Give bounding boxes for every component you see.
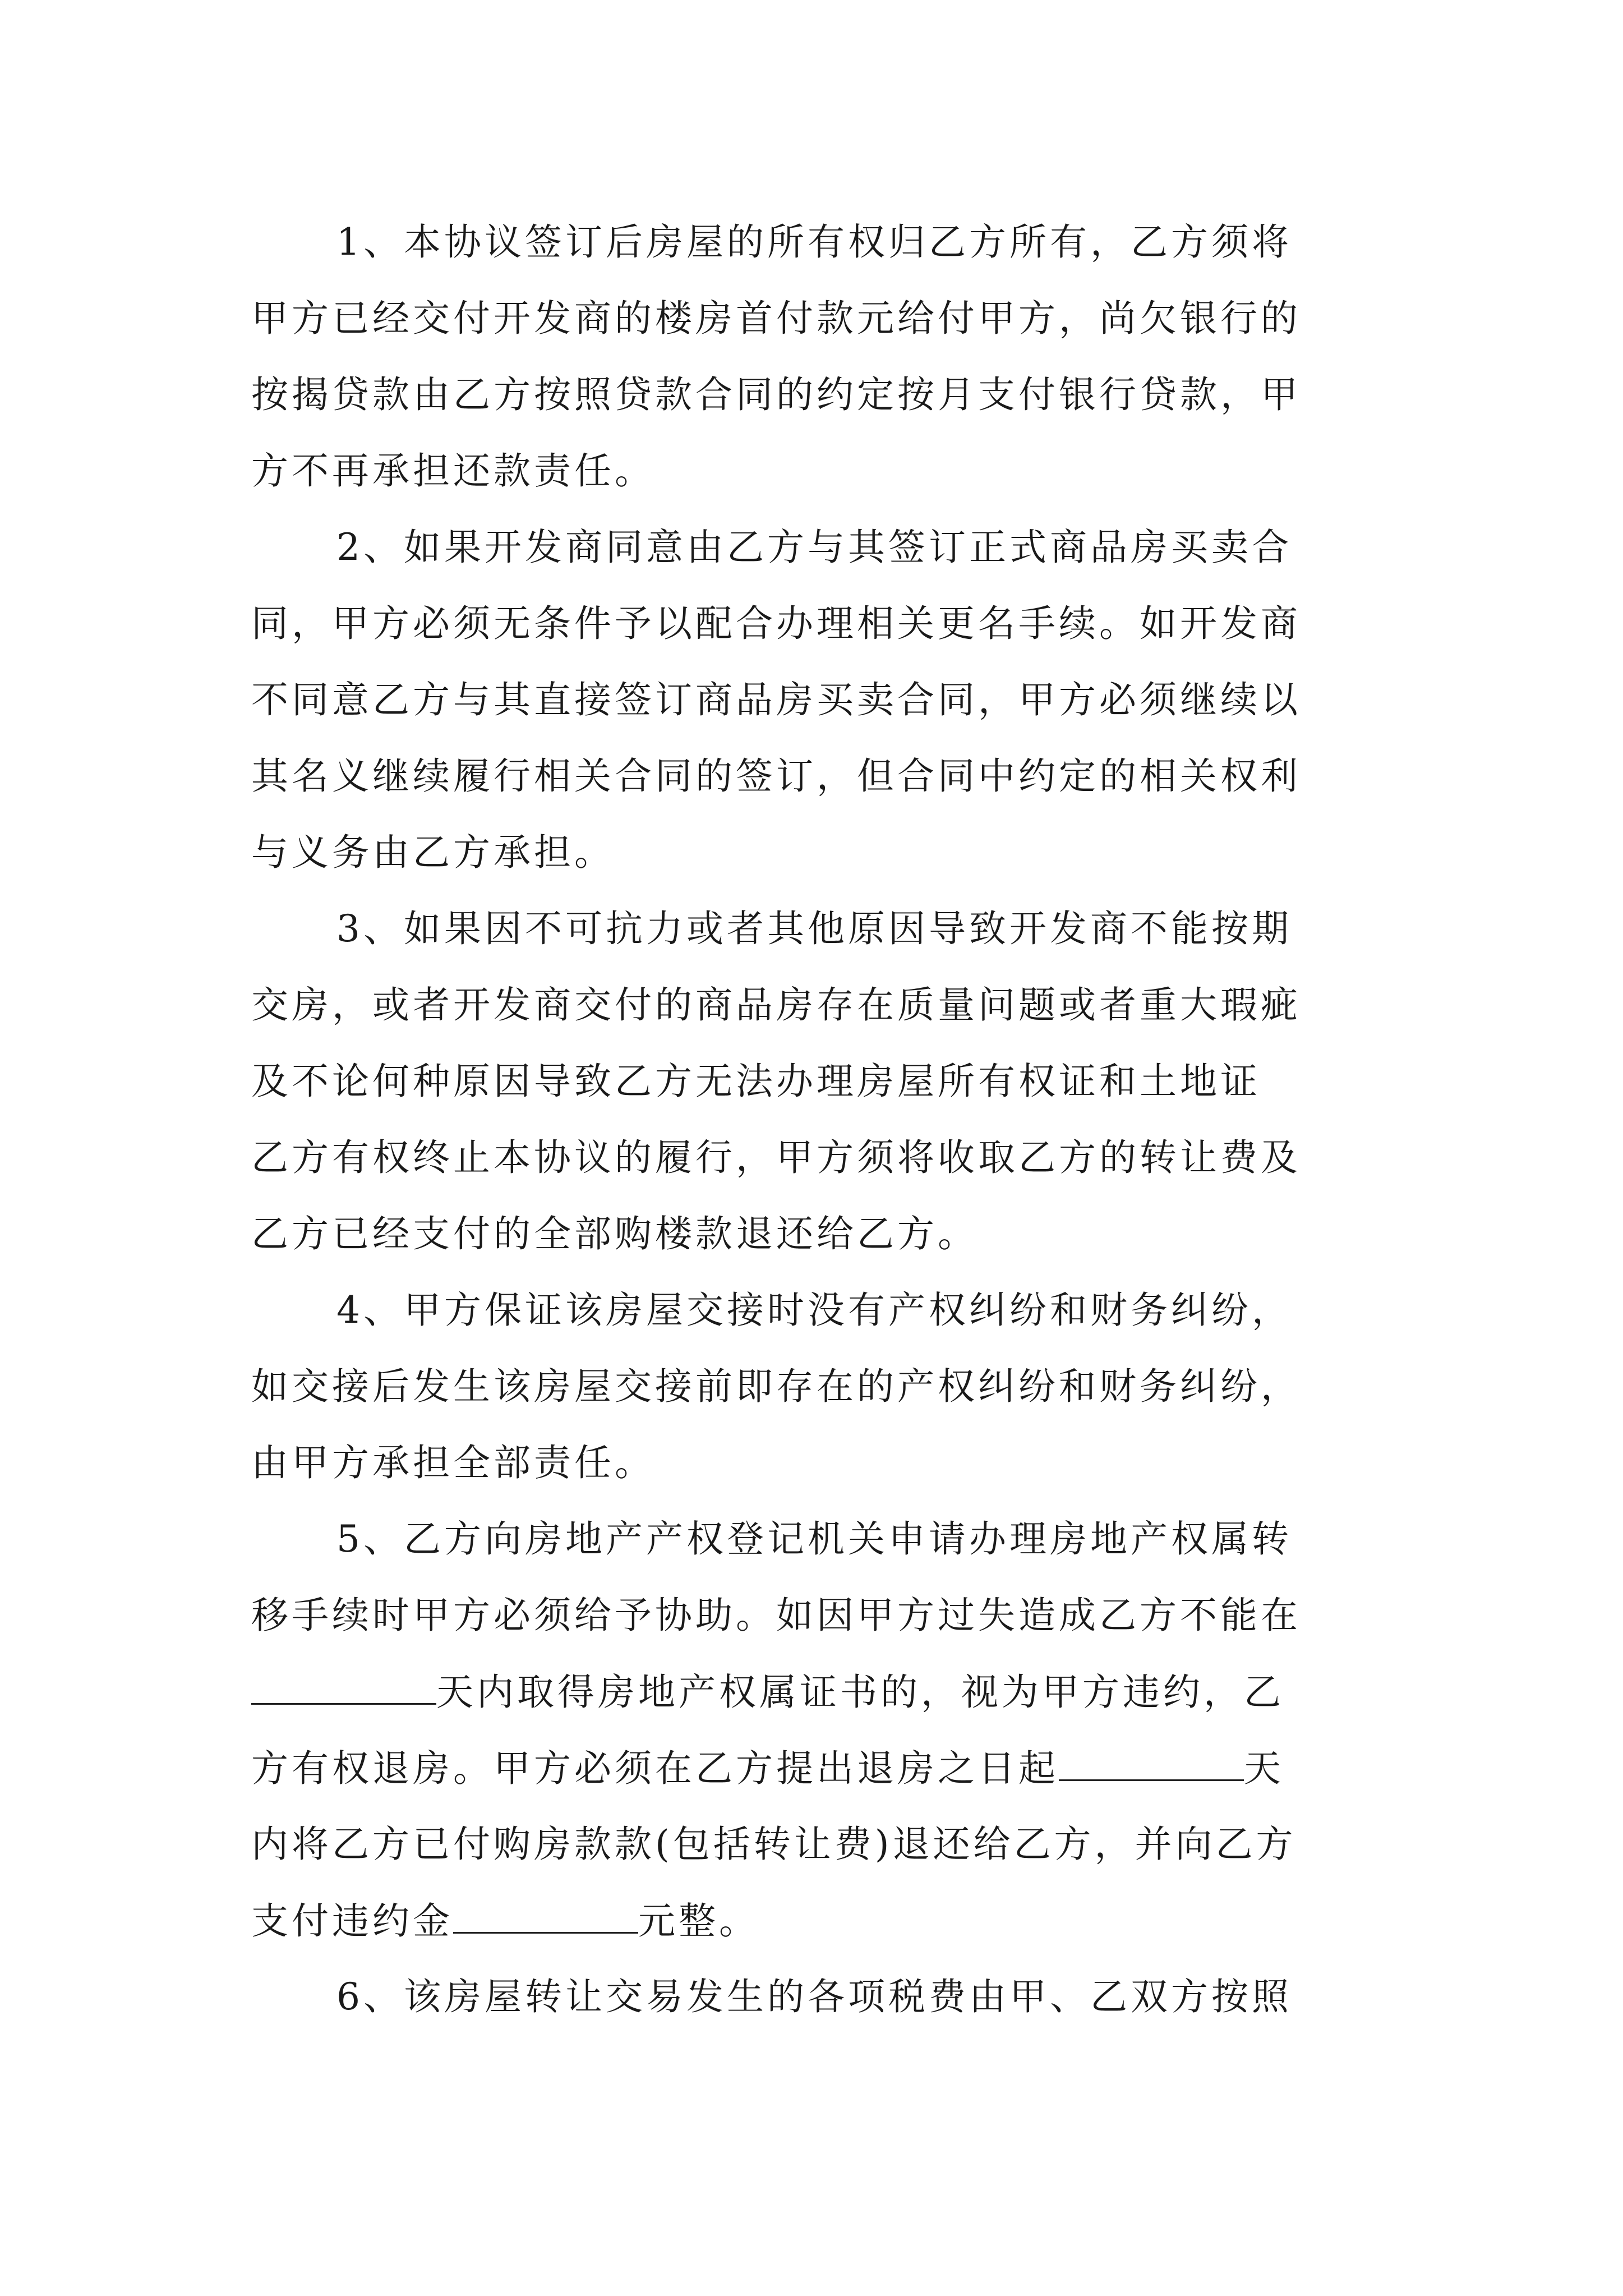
- paragraph-6-line-1: 6、该房屋转让交易发生的各项税费由甲、乙双方按照: [336, 1975, 1292, 2018]
- paragraph-3-line-3: 及不论何种原因导致乙方无法办理房屋所有权证和土地证: [251, 1060, 1261, 1103]
- paragraph-2-line-2: 同，甲方必须无条件予以配合办理相关更名手续。如开发商: [251, 602, 1301, 645]
- paragraph-2-line-5: 与义务由乙方承担。: [251, 831, 615, 874]
- paragraph-2-line-3: 不同意乙方与其直接签订商品房买卖合同，甲方必须继续以: [251, 678, 1301, 721]
- blank-days-refund: [1059, 1746, 1244, 1781]
- paragraph-5-line-6: [251, 1898, 759, 1943]
- paragraph-3-line-4: 乙方有权终止本协议的履行，甲方须将收取乙方的转让费及: [251, 1136, 1301, 1179]
- paragraph-5-line-5: 内将乙方已付购房款款(包括转让费)退还给乙方，并向乙方: [251, 1823, 1297, 1866]
- paragraph-4-line-2: 如交接后发生该房屋交接前即存在的产权纠纷和财务纠纷，: [251, 1365, 1301, 1408]
- paragraph-5-line-1: 5、乙方向房地产产权登记机关申请办理房地产权属转: [336, 1517, 1292, 1561]
- paragraph-3-line-1: 3、如果因不可抗力或者其他原因导致开发商不能按期: [336, 907, 1292, 950]
- paragraph-5-line-3: [251, 1669, 1284, 1714]
- paragraph-4-line-3: 由甲方承担全部责任。: [251, 1441, 655, 1484]
- paragraph-3-line-5: 乙方已经支付的全部购楼款退还给乙方。: [251, 1212, 978, 1255]
- blank-penalty-amount: [453, 1898, 638, 1934]
- paragraph-5-line-4-before: 方有权退房。甲方必须在乙方提出退房之日起: [251, 1747, 1059, 1790]
- paragraph-1-line-1: 1、本协议签订后房屋的所有权归乙方所有，乙方须将: [336, 220, 1292, 264]
- paragraph-5-line-4-after: 天: [1244, 1747, 1284, 1790]
- paragraph-5-line-4: [251, 1746, 1284, 1791]
- paragraph-4-line-1: 4、甲方保证该房屋交接时没有产权纠纷和财务纠纷，: [336, 1289, 1292, 1332]
- paragraph-5-line-6-after: 元整。: [638, 1899, 759, 1943]
- paragraph-1-line-4: 方不再承担还款责任。: [251, 449, 655, 493]
- paragraph-1-line-2: 甲方已经交付开发商的楼房首付款元给付甲方，尚欠银行的: [251, 297, 1301, 340]
- paragraph-3-line-2: 交房，或者开发商交付的商品房存在质量问题或者重大瑕疵: [251, 983, 1301, 1027]
- paragraph-5-line-6-before: 支付违约金: [251, 1899, 453, 1943]
- paragraph-5-line-3-after: 天内取得房地产权属证书的，视为甲方违约，乙: [436, 1671, 1284, 1714]
- paragraph-2-line-1: 2、如果开发商同意由乙方与其签订正式商品房买卖合: [336, 526, 1292, 569]
- paragraph-2-line-4: 其名义继续履行相关合同的签订，但合同中约定的相关权利: [251, 754, 1301, 798]
- paragraph-5-line-2: 移手续时甲方必须给予协助。如因甲方过失造成乙方不能在: [251, 1594, 1301, 1637]
- blank-days-certificate: [251, 1669, 436, 1705]
- paragraph-1-line-3: 按揭贷款由乙方按照贷款合同的约定按月支付银行贷款，甲: [251, 373, 1301, 416]
